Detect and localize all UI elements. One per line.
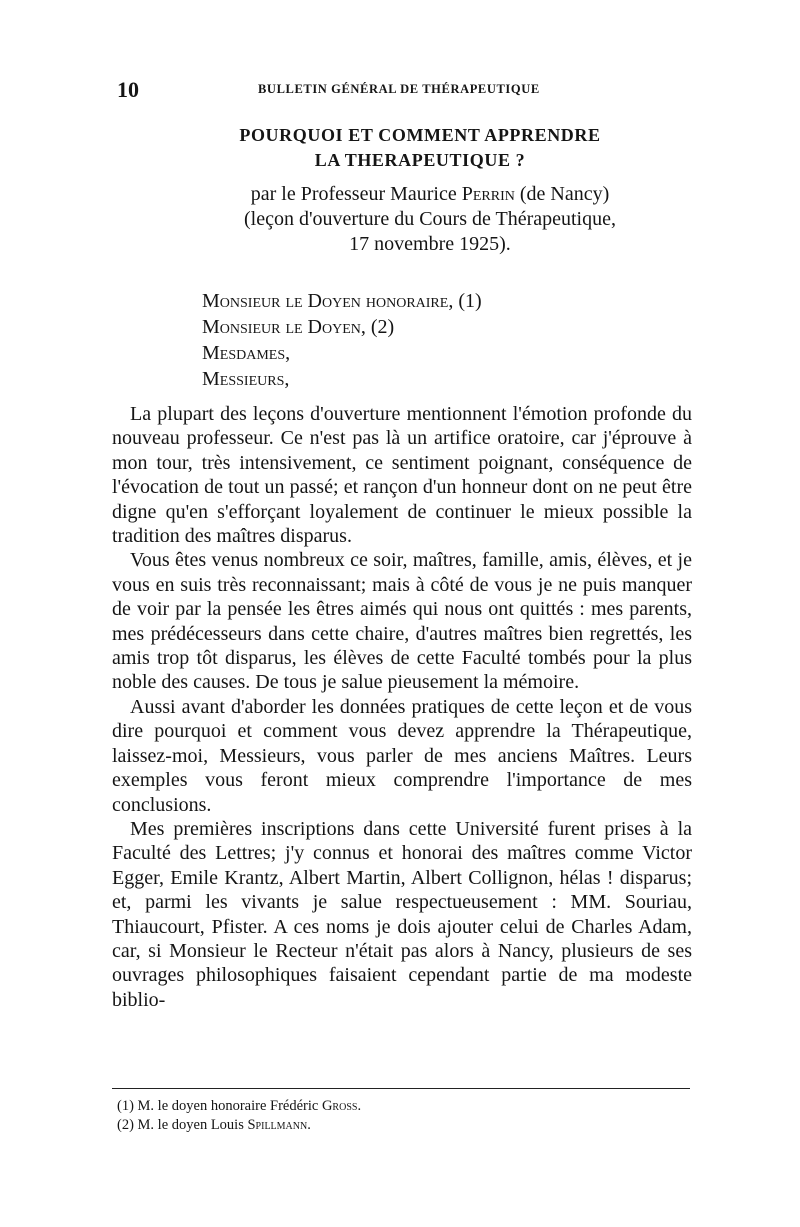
footnote: [117, 1097, 361, 1116]
paragraph: La plupart des leçons d'ouverture mentionnent l'émotion profonde du nouveau professeur. Ce n'est pas là un artifice oratoire, car j'éprouve à mon tour, très intensivement, ce sentiment poignant, conséquence de l'évocation de tout un passé; et rançon d'un honneur dont on ne peut être digne qu'en s'efforçant loyalement de continuer le mieux possible la tradition des maîtres disparus.: [112, 403, 692, 548]
footnote-end: .: [307, 1117, 311, 1133]
title-line-1: POURQUOI ET COMMENT APPRENDRE: [239, 125, 601, 145]
footnote-name: Gross: [321, 1098, 358, 1114]
byline-author-line: [150, 182, 710, 207]
byline-date-line: 17 novembre 1925).: [349, 233, 511, 255]
footnote-text: (2) M. le doyen Louis: [117, 1117, 248, 1133]
footnote-divider: [112, 1088, 690, 1089]
paragraph: Vous êtes venus nombreux ce soir, maîtres, famille, amis, élèves, et je vous en suis très reconnaissant; mais à côté de vous je ne puis manquer de voir par la pensée les êtres aimés qui nous ont quittés : mes parents, mes prédécesseurs dans cette chaire, d'autres maîtres bien regrettés, les amis trop tôt disparus, les élèves de cette Faculté tombés pour la plus noble des causes. De tous je salue pieusement la mémoire.: [112, 549, 692, 694]
footnote: [117, 1116, 361, 1135]
body-text: [112, 402, 692, 1012]
article-title: [150, 123, 710, 173]
salutation-line: Mesdames,: [202, 342, 291, 364]
footnote-end: .: [357, 1098, 362, 1114]
salutation-line: Monsieur le Doyen, (2): [202, 316, 395, 338]
paragraph: Aussi avant d'aborder les données pratiques de cette leçon et de vous dire pourquoi et comment vous devez apprendre la Thérapeutique, laissez-moi, Messieurs, vous parler de mes anciens Maîtres. Leurs exemples vous feront mieux comprendre l'importance de mes conclusions.: [112, 695, 692, 816]
footnote-text: (1) M. le doyen honoraire Frédéric: [117, 1098, 322, 1114]
paragraph: Mes premières inscriptions dans cette Université furent prises à la Faculté des Lettres; j'y connus et honorai des maîtres comme Victor Egger, Emile Krantz, Albert Martin, Albert Collignon, hélas ! disparus; et, parmi les vivants je salue respectueusement : MM. Souriau, Thiaucourt, Pfister. A ces noms je dois ajouter celui de Charles Adam, car, si Monsieur le Recteur n'était pas alors à Nancy, plusieurs de ses ouvrages philosophiques faisaient cependant partie de ma modeste biblio-: [112, 817, 692, 1011]
running-head: BULLETIN GÉNÉRAL DE THÉRAPEUTIQUE: [258, 82, 540, 96]
byline-suffix: (de Nancy): [514, 183, 610, 205]
author-surname: Perrin: [461, 183, 515, 205]
footnote-name: Spillmann: [247, 1117, 308, 1133]
title-line-2: LA THERAPEUTIQUE ?: [314, 150, 526, 170]
salutation-line: Messieurs,: [202, 368, 290, 390]
byline-lesson-line: (leçon d'ouverture du Cours de Thérapeutique,: [243, 208, 616, 230]
byline-prefix: par le Professeur Maurice: [250, 183, 462, 205]
page-number: 10: [117, 77, 139, 102]
salutations: [202, 288, 482, 392]
byline: [150, 182, 710, 257]
footnotes: [117, 1097, 361, 1135]
salutation-line: Monsieur le Doyen honoraire, (1): [202, 290, 482, 312]
